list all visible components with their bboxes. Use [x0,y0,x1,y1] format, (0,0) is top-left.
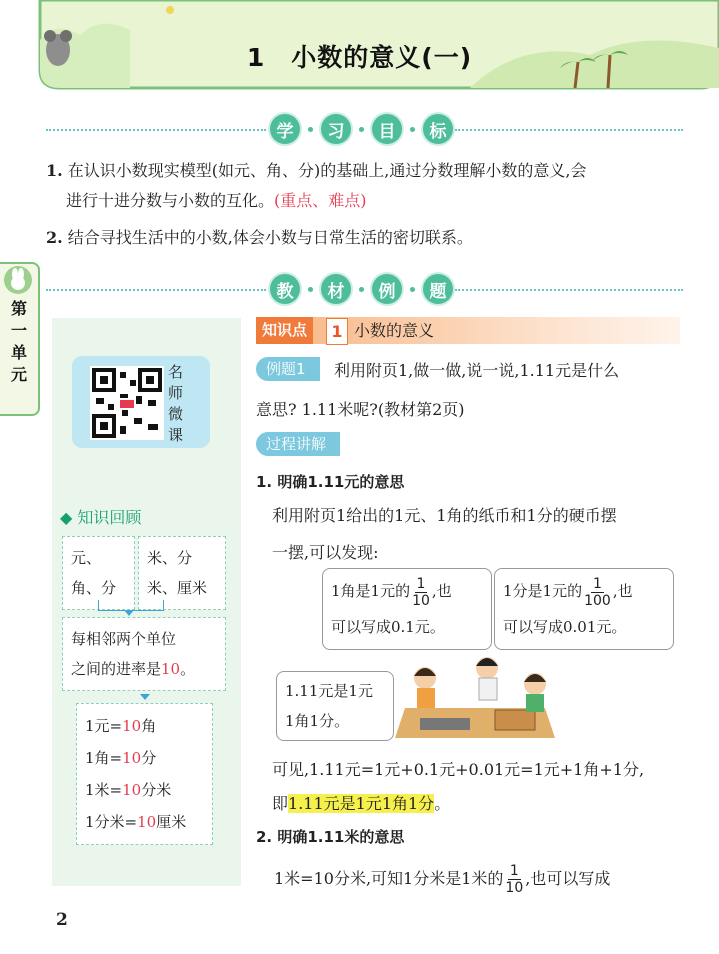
diamond-icon: ◆ [60,508,73,527]
divider [455,129,683,131]
speech-bubble-fen: 1分是1元的 $\frac{1}{100}$ ,也 可以写成0.01元。 [494,568,674,650]
micro-lesson-label: 名师微课 [168,363,184,444]
units-money-box: 元、角、分 [62,536,135,610]
divider [46,129,266,131]
objective-item-2: 2. 结合寻找生活中的小数,体会小数与日常生活的密切联系。 [46,228,473,247]
heading-char: 学 [270,114,300,144]
page-title: 1 小数的意义(一) [246,43,473,72]
divider [46,289,266,291]
conversion-row: 1分米=10厘米 [85,813,187,831]
fraction: $\frac{1}{10}$ [505,863,524,896]
units-length-box: 米、分米、厘米 [138,536,226,610]
knowledge-point-title: 小数的意义 [354,321,435,340]
unit-label: 第一单元 [10,299,27,384]
heading-char: 目 [372,114,402,144]
heading-char: 习 [321,114,351,144]
section-2-title: 2. 明确1.11米的意思 [256,828,405,846]
section-1-line-1: 利用附页1给出的1元、1角的纸币和1分的硬币摆 [272,506,617,525]
section-1-title: 1. 明确1.11元的意思 [256,473,405,491]
examples-heading [270,274,453,304]
heading-char: 例 [372,274,402,304]
example-line-2: 意思? 1.11米呢?(教材第2页) [256,400,465,419]
conversion-row: 1米=10分米 [85,781,172,799]
example-line-1: 利用附页1,做一做,说一说,1.11元是什么 [334,361,620,380]
fraction: $\frac{1}{100}$ [584,575,611,609]
bunny-icon [4,266,32,294]
divider [455,289,683,291]
page-number: 2 [56,910,68,930]
fraction: $\frac{1}{10}$ [412,575,430,609]
objectives-heading [270,114,453,144]
children-illustration [395,648,555,744]
key-point-tag: (重点、难点) [274,191,367,210]
qr-code[interactable] [90,366,164,440]
highlighted-conclusion: 1.11元是1元1角1分 [288,794,435,813]
section-1-line-2: 一摆,可以发现: [272,543,379,562]
speech-bubble-total: 1.11元是1元 1角1分。 [276,671,394,741]
speech-bubble-jiao: 1角是1元的 $\frac{1}{10}$ ,也 可以写成0.1元。 [322,568,492,650]
conclusion-line-2: 即1.11元是1元1角1分。 [272,794,451,813]
knowledge-point-label: 知识点 [256,317,313,344]
conclusion-line-1: 可见,1.11元=1元+0.1元+0.01元=1元+1角+1分, [272,760,645,779]
conversion-row: 1角=10分 [85,749,157,767]
arrow-down-icon [124,610,134,616]
conversion-row: 1元=10角 [85,717,157,735]
knowledge-point-number: 1 [326,318,348,345]
heading-char: 标 [423,114,453,144]
arrow-down-icon [140,694,150,700]
rate-box: 每相邻两个单位 之间的进率是10。 [62,617,226,691]
heading-char: 材 [321,274,351,304]
process-tag: 过程讲解 [256,432,340,456]
review-title: ◆ 知识回顾 [60,508,142,527]
objective-item-1: 1. 在认识小数现实模型(如元、角、分)的基础上,通过分数理解小数的意义,会 进行十进分数与小数的互化。(重点、难点) [46,161,587,210]
heading-char: 题 [423,274,453,304]
knowledge-point-bar [256,317,680,344]
conversion-box [76,703,213,845]
example-tag: 例题1 [256,357,320,381]
heading-char: 教 [270,274,300,304]
section-2-line-1: 1米=10分米,可知1分米是1米的 $\frac{1}{10}$ ,也可以写成 [274,863,611,896]
